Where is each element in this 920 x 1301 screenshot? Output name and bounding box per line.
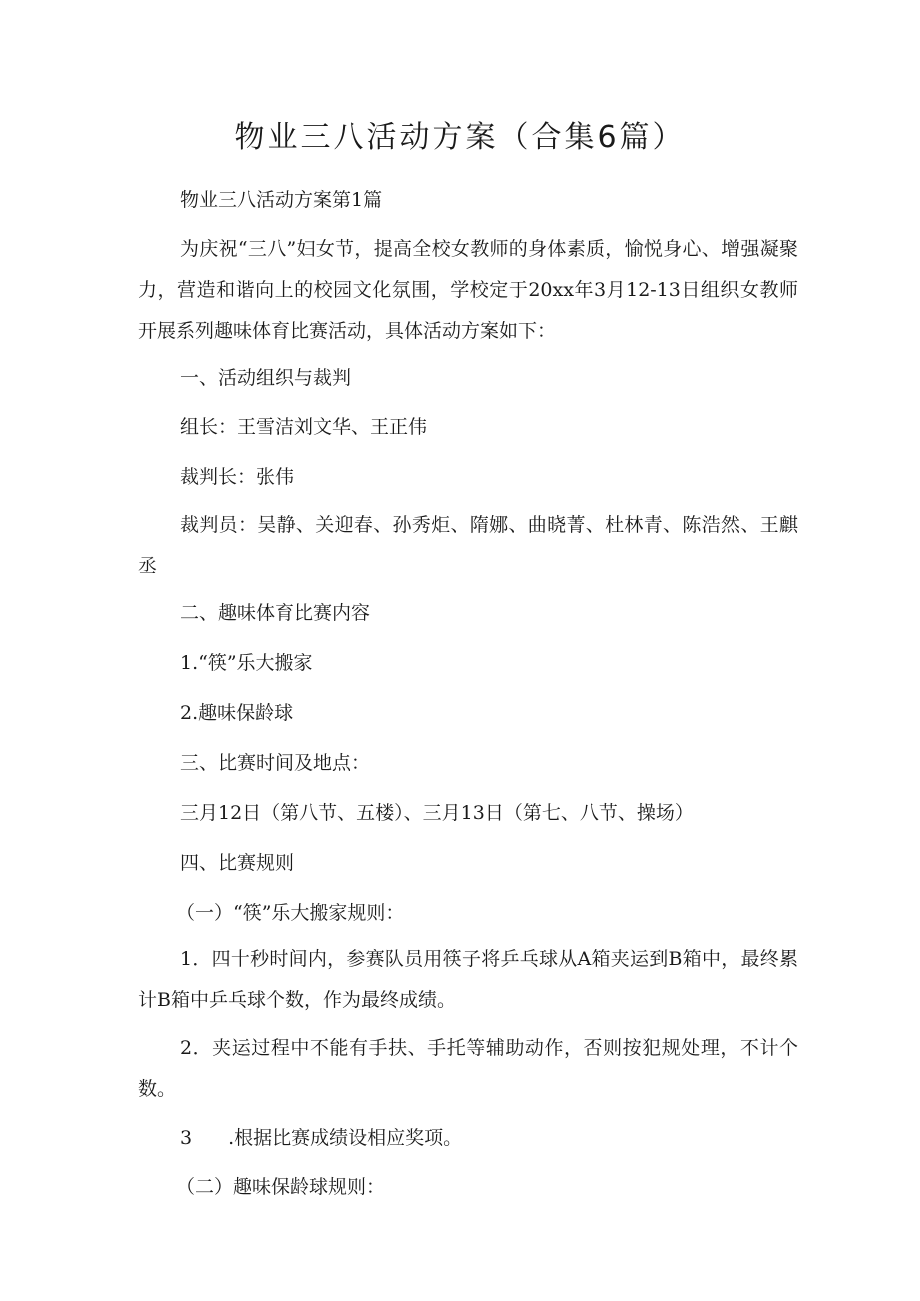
rule-1-paragraph: 1．四十秒时间内，参赛队员用筷子将乒乓球从A箱夹运到B箱中，最终累计B箱中乒乓球个数，作为最终成绩。 xyxy=(138,948,798,1011)
rule-2-paragraph: 2．夹运过程中不能有手扶、手托等辅助动作，否则按犯规处理，不计个数。 xyxy=(138,1037,798,1100)
leader-line: 组长：王雪洁刘文华、王正伟 xyxy=(180,416,428,438)
section-heading-rules: 四、比赛规则 xyxy=(180,852,295,874)
chief-referee-line: 裁判长：张伟 xyxy=(180,466,295,488)
rule-3-text: .根据比赛成绩设相应奖项。 xyxy=(228,1127,463,1149)
section-heading-organization: 一、活动组织与裁判 xyxy=(180,367,352,389)
document-title: 物业三八活动方案（合集6篇） xyxy=(234,120,686,155)
schedule-line: 三月12日（第八节、五楼）、三月13日（第七、八节、操场） xyxy=(180,802,694,824)
rule-group-1-heading: （一）“筷”乐大搬家规则： xyxy=(176,902,405,924)
intro-paragraph: 为庆祝“三八”妇女节，提高全校女教师的身体素质，愉悦身心、增强凝聚力，营造和谐向上的校园文化氛围，学校定于20xx年3月12-13日组织女教师开展系列趣味体育比赛活动，具体活动方案如下： xyxy=(138,238,798,342)
rule-3-line xyxy=(138,1126,798,1150)
referees-paragraph: 裁判员：吴静、关迎春、孙秀炬、隋娜、曲晓菁、杜林青、陈浩然、王麒丞 xyxy=(138,514,798,577)
rule-3-number: 3 xyxy=(180,1127,193,1149)
section-heading-content: 二、趣味体育比赛内容 xyxy=(180,602,371,624)
content-item-2: 2.趣味保龄球 xyxy=(180,702,294,724)
rule-group-2-heading: （二）趣味保龄球规则： xyxy=(176,1176,386,1198)
section-heading-schedule: 三、比赛时间及地点： xyxy=(180,752,371,774)
content-item-1: 1.“筷”乐大搬家 xyxy=(180,652,313,674)
document-subtitle: 物业三八活动方案第1篇 xyxy=(180,189,383,211)
